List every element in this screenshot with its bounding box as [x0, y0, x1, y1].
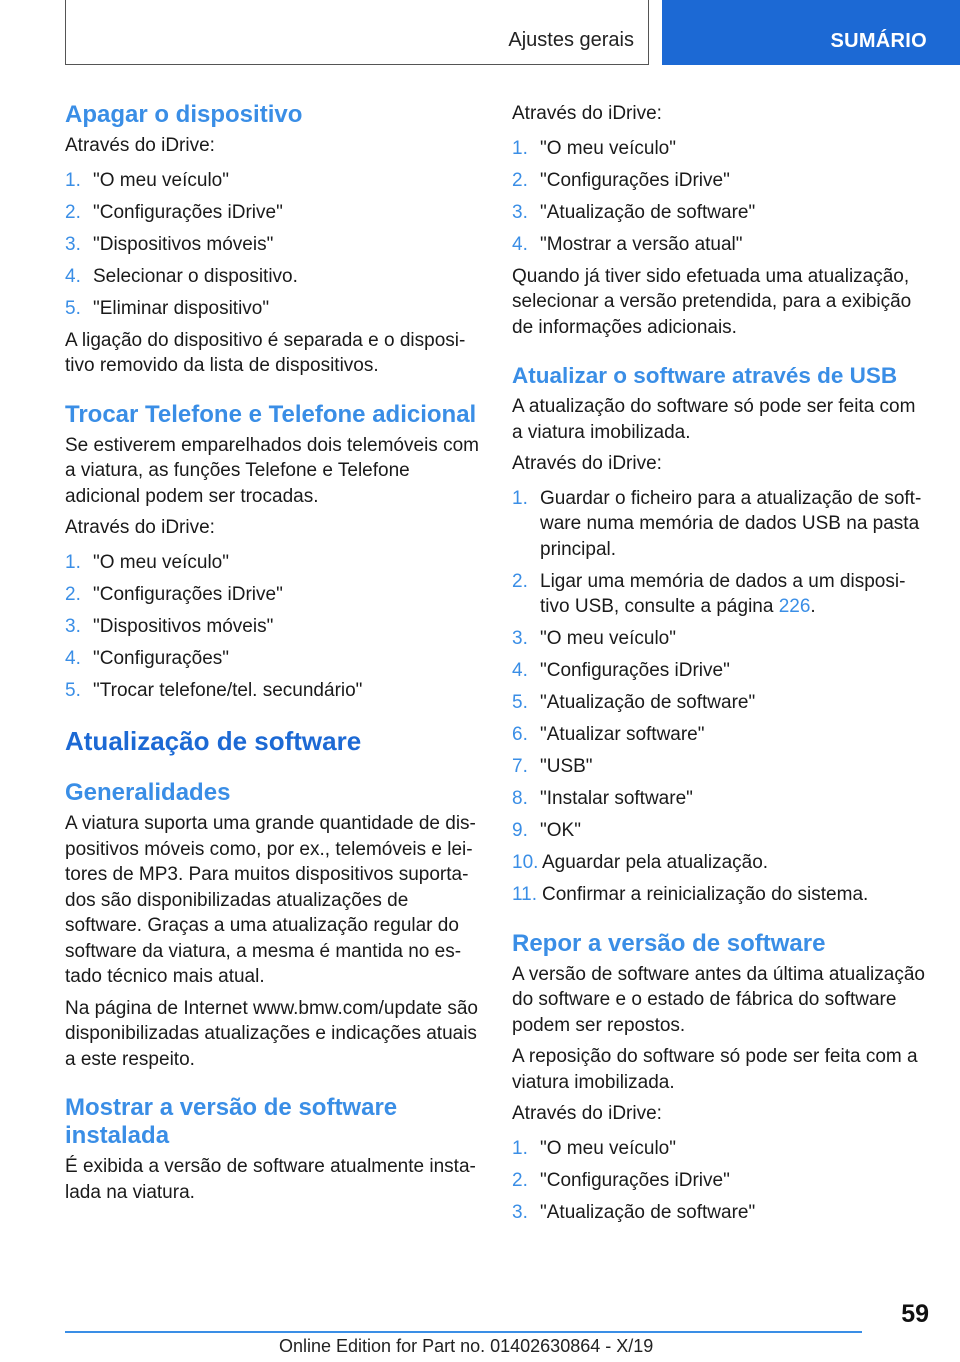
contents-tab[interactable] — [662, 0, 960, 65]
steps-trocar — [65, 550, 483, 704]
text-mostrar: É exibida a versão de software atualmente insta-lada na viatura. — [65, 1156, 476, 1203]
heading-trocar: Trocar Telefone e Telefone adicional — [65, 400, 477, 428]
list-item: 2. "Configurações iDrive" — [512, 1169, 730, 1191]
steps-apagar — [65, 168, 483, 322]
list-item: 9. "OK" — [512, 820, 581, 841]
list-item: 4. Selecionar o dispositivo. — [65, 265, 298, 287]
list-item: 1. "O meu veículo" — [512, 1137, 676, 1159]
list-item: 5. "Eliminar dispositivo" — [65, 297, 270, 319]
list-item: 1. "O meu veículo" — [512, 137, 676, 159]
list-item: 5. "Trocar telefone/tel. secundário" — [65, 679, 363, 701]
list-item: 8. "Instalar software" — [512, 788, 693, 809]
footer-divider — [65, 1331, 862, 1333]
list-item: 1. Guardar o ficheiro para a atualização de soft-ware numa memória de dados USB na pasta principal. — [512, 487, 922, 560]
list-item: 1. "O meu veículo" — [65, 551, 229, 573]
text-generalidades-1: A viatura suporta uma grande quantidade de dis-positivos móveis como, por ex., telemóveis e lei-tores de MP3. Para muitos dispositivos suporta-dos são disponibilizadas atualizações de software. Graças a uma atualização regular do software da viatura, a mesma é mantida no es-tado técnico mais atual. — [65, 813, 476, 987]
outro-mostrar: Quando já tiver sido efetuada uma atualização, selecionar a versão pretendida, para a exibição de informações adicionais. — [512, 265, 912, 338]
heading-generalidades: Generalidades — [65, 779, 231, 806]
steps-repor — [512, 1136, 930, 1226]
intro-usb: Através do iDrive: — [512, 453, 662, 474]
contents-tab-label[interactable]: SUMÁRIO — [830, 30, 927, 52]
list-item: 4. "Configurações iDrive" — [512, 660, 730, 681]
list-item: 10. Aguardar pela atualização. — [512, 852, 769, 873]
text-repor-1: A versão de software antes da última atualização do software e o estado de fábrica do software podem ser repostos. — [512, 963, 925, 1036]
list-item: 5. "Atualização de software" — [512, 692, 756, 713]
heading-usb: Atualizar o software através de USB — [512, 363, 898, 388]
heading-repor: Repor a versão de software — [512, 929, 826, 957]
list-item: 3. "Atualização de software" — [512, 1201, 756, 1223]
list-item: 2. "Configurações iDrive" — [65, 201, 283, 223]
list-item: 1. "O meu veículo" — [65, 169, 229, 191]
footer-edition: Online Edition for Part no. 01402630864 - X/19 — [279, 1336, 654, 1356]
list-item: 2. "Configurações iDrive" — [65, 583, 283, 605]
list-item: 3. "Dispositivos móveis" — [65, 233, 274, 255]
list-item: 11. Confirmar a reinicialização do sistema. — [512, 884, 869, 905]
list-item: 4. "Configurações" — [65, 647, 230, 669]
text-usb: A atualização do software só pode ser feita com a viatura imobilizada. — [512, 396, 916, 443]
steps-usb — [512, 486, 930, 908]
right-column — [512, 101, 930, 1232]
section-title: Ajustes gerais — [508, 29, 634, 51]
list-item: 4. "Mostrar a versão atual" — [512, 233, 743, 255]
text-repor-2: A reposição do software só pode ser feita com a viatura imobilizada. — [512, 1046, 918, 1093]
intro-trocar: Através do iDrive: — [65, 517, 215, 538]
list-item: 7. "USB" — [512, 756, 593, 777]
list-item: 2. "Configurações iDrive" — [512, 169, 730, 191]
header-section-box — [65, 0, 649, 65]
text-trocar: Se estiverem emparelhados dois telemóveis com a viatura, as funções Telefone e Telefone adicional podem ser trocadas. — [65, 434, 479, 507]
outro-apagar: A ligação do dispositivo é separada e o disposi-tivo removido da lista de dispositivos. — [65, 329, 466, 376]
page-number: 59 — [901, 1300, 929, 1328]
list-item: 2. Ligar uma memória de dados a um disposi-tivo USB, consulte a página 226. — [512, 570, 906, 617]
intro-repor: Através do iDrive: — [512, 1103, 662, 1124]
list-item: 3. "Atualização de software" — [512, 201, 756, 223]
heading-mostrar: Mostrar a versão de software instalada — [65, 1094, 398, 1149]
intro-mostrar: Através do iDrive: — [512, 103, 662, 124]
page-link-226[interactable]: 226 — [778, 596, 811, 617]
heading-atualizacao: Atualização de software — [65, 726, 362, 756]
text-generalidades-2: Na página de Internet www.bmw.com/update são disponibilizadas atualizações e indicações atuais a este respeito. — [65, 997, 478, 1070]
list-item: 3. "O meu veículo" — [512, 628, 676, 649]
list-item: 3. "Dispositivos móveis" — [65, 615, 274, 637]
intro-apagar: Através do iDrive: — [65, 135, 215, 156]
left-column — [65, 101, 483, 1205]
heading-apagar: Apagar o dispositivo — [65, 101, 303, 128]
steps-mostrar — [512, 136, 930, 258]
list-item: 6. "Atualizar software" — [512, 724, 705, 745]
